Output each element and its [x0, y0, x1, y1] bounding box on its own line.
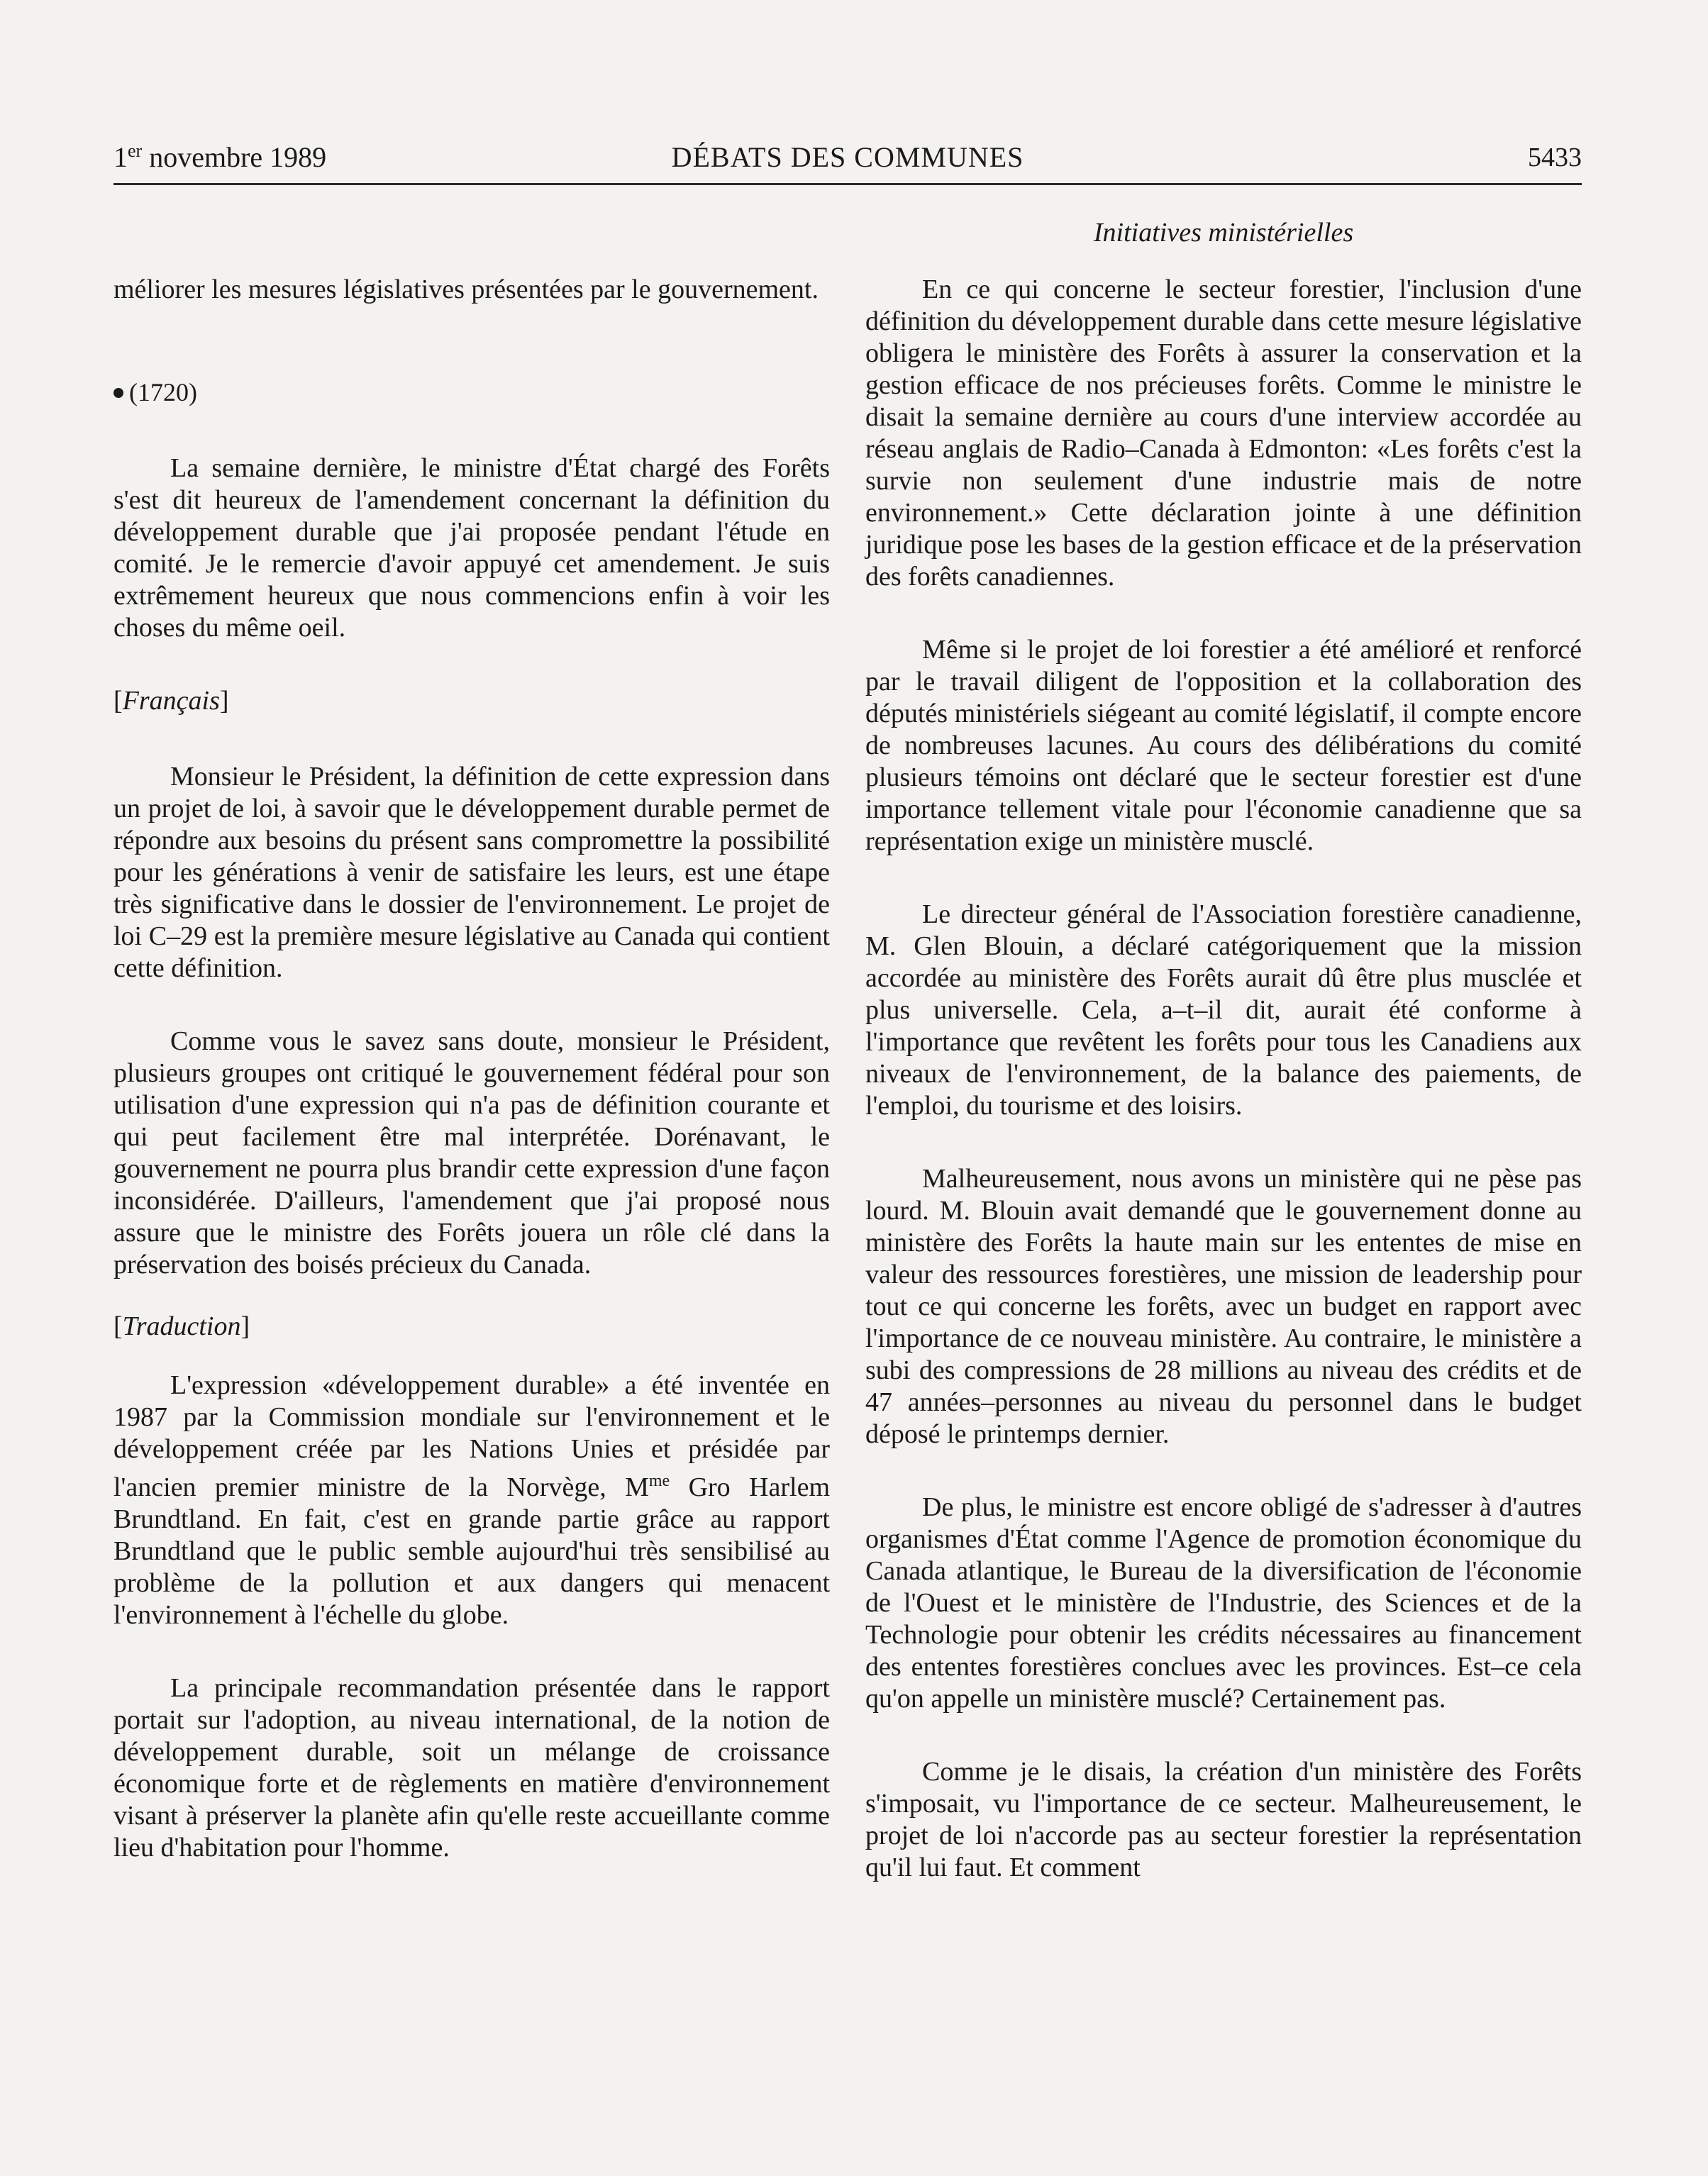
paragraph-text: L'expression «développement durable» a été inventée en 1987 par la Commission mondiale sur l'environnement et le développement créée par les Nations Unies et présidée par l'ancien premier ministre de la Norvège, M	[113, 1370, 830, 1502]
time-marker-text: (1720)	[129, 378, 197, 406]
paragraph: De plus, le ministre est encore obligé de s'adresser à d'autres organismes d'État comme l'Agence de promotion économique du Canada atlantique, le Bureau de la diversification de l'économie de l'Ouest et le ministère de l'Industrie, des Sciences et de la Technologie pour obtenir les crédits nécessaires au financement des ententes forestières conclues avec les provinces. Est–ce cela qu'on appelle un ministère musclé? Certainement pas.	[865, 1492, 1582, 1714]
paragraph: Même si le projet de loi forestier a été amélioré et renforcé par le travail diligent de l'opposition et la collaboration des députés ministériels siégeant au comité législatif, il compte encore de nombreuses lacunes. Au cours des délibérations du comité plusieurs témoins ont déclaré que le secteur forestier est d'une importance tellement vitale pour l'économie canadienne que sa représentation exige un ministère musclé.	[865, 635, 1582, 856]
paragraph: La principale recommandation présentée dans le rapport portait sur l'adoption, au niveau international, de la notion de développement durable, soit un mélange de croissance économique forte et de règlements en matière d'environnement visant à préserver la planète afin qu'elle reste accueillante comme lieu d'habitation pour l'homme.	[113, 1673, 830, 1863]
language-label: Français	[122, 686, 220, 716]
language-marker: [Traduction]	[113, 1311, 250, 1341]
right-column	[865, 274, 1582, 1884]
paragraph: méliorer les mesures législatives présentées par le gouvernement.	[113, 274, 819, 304]
page-header	[113, 140, 1582, 184]
paragraph: Le directeur général de l'Association forestière canadienne, M. Glen Blouin, a déclaré catégoriquement que la mission accordée au ministère des Forêts aurait dû être plus musclée et plus universelle. Cela, a–t–il dit, aurait été conforme à l'importance que revêtent les forêts pour tous les Canadiens aux niveaux de l'environnement, de la balance des paiements, de l'emploi, du tourisme et des loisirs.	[865, 899, 1582, 1121]
date-month-year: novembre 1989	[142, 141, 327, 173]
paragraph: La semaine dernière, le ministre d'État chargé des Forêts s'est dit heureux de l'amendement concernant la définition du développement durable que j'ai proposée pendant l'étude en comité. Je le remercie d'avoir appuyé cet amendement. Je suis extrêmement heureux que nous commencions enfin à voir les choses du même oeil.	[113, 453, 830, 643]
paragraph: Comme vous le savez sans doute, monsieur le Président, plusieurs groupes ont critiqué le gouvernement fédéral pour son utilisation d'une expression qui n'a pas de définition courante et qui peut facilement être mal interprétée. Dorénavant, le gouvernement ne pourra plus brandir cette expression d'une façon inconsidérée. D'ailleurs, l'amendement que j'ai proposé nous assure que le ministre des Forêts jouera un rôle clé dans la préservation des boisés précieux du Canada.	[113, 1026, 830, 1279]
paragraph	[113, 1370, 830, 1631]
superscript: me	[648, 1472, 670, 1490]
section-title: Initiatives ministérielles	[1093, 218, 1354, 248]
language-label: Traduction	[122, 1311, 241, 1341]
left-column	[113, 274, 830, 1864]
bullet-icon	[113, 388, 123, 398]
language-marker: [Français]	[113, 686, 229, 716]
time-marker	[113, 377, 830, 409]
publication-title: DÉBATS DES COMMUNES	[671, 141, 1024, 173]
date-day: 1	[113, 141, 128, 173]
page-number: 5433	[1528, 143, 1582, 172]
paragraph: En ce qui concerne le secteur forestier, l'inclusion d'une définition du développement durable dans cette mesure législative obligera le ministère des Forêts à assurer la conservation et la gestion efficace de nos précieuses forêts. Comme le ministre le disait la semaine dernière au cours d'une interview accordée au réseau anglais de Radio–Canada à Edmonton: «Les forêts c'est la survie non seulement d'une industrie mais de notre environnement.» Cette déclaration jointe à une définition juridique pose les bases de la gestion efficace et de la préservation des forêts canadiennes.	[865, 274, 1582, 592]
paragraph-text: Gro Harlem Brundtland. En fait, c'est en grande partie grâce au rapport Brundtland que le public semble aujourd'hui très sensibilisé au problème de la pollution et aux dangers qui menacent l'environnement à l'échelle du globe.	[113, 1472, 830, 1630]
date-ordinal: er	[128, 140, 143, 161]
paragraph: Monsieur le Président, la définition de cette expression dans un projet de loi, à savoir que le développement durable permet de répondre aux besoins du présent sans compromettre la possibilité pour les générations à venir de satisfaire les leurs, est une étape très significative dans le dossier de l'environnement. Le projet de loi C–29 est la première mesure législative au Canada qui contient cette définition.	[113, 762, 830, 983]
paragraph: Malheureusement, nous avons un ministère qui ne pèse pas lourd. M. Blouin avait demandé que le gouvernement donne au ministère des Forêts la haute main sur les ententes de mise en valeur des ressources forestières, une mission de leadership pour tout ce qui concerne les forêts, avec un budget en rapport avec l'importance de ce nouveau ministère. Au contraire, le ministère a subi des compressions de 28 millions au niveau des crédits et de 47 années–personnes au niveau du personnel dans le budget déposé le printemps dernier.	[865, 1164, 1582, 1449]
paragraph: Comme je le disais, la création d'un ministère des Forêts s'imposait, vu l'importance de ce secteur. Malheureusement, le projet de loi n'accorde pas au secteur forestier la représentation qu'il lui faut. Et comment	[865, 1757, 1582, 1882]
header-rule	[113, 183, 1582, 185]
